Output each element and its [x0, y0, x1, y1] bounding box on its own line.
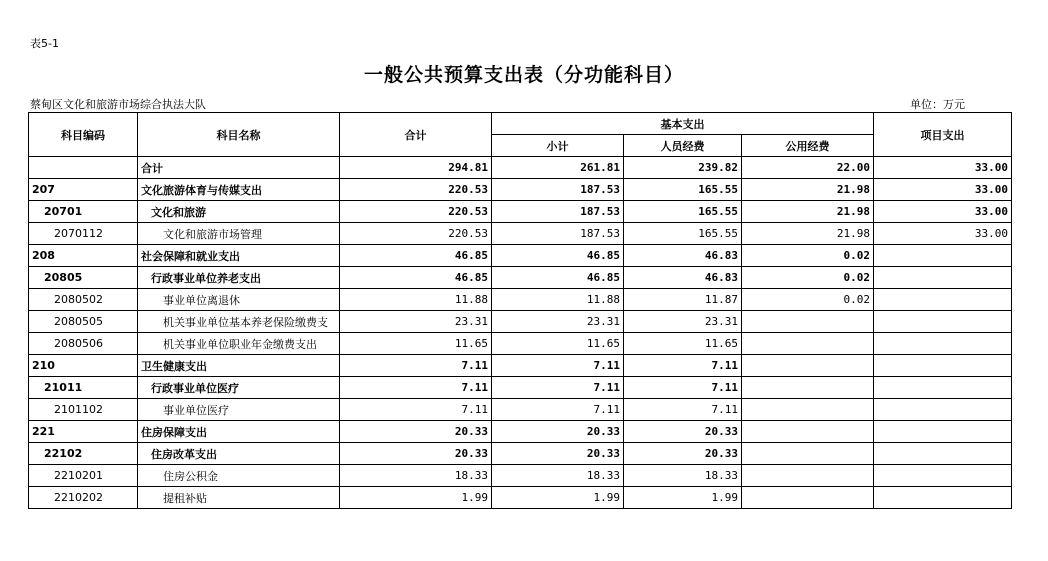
table-row [29, 355, 1012, 377]
subject-code-text: 210 [32, 359, 55, 372]
subject-code [29, 267, 138, 289]
subject-code-text: 2080506 [54, 337, 103, 350]
cell-project [874, 465, 1012, 487]
cell-total: 11.88 [340, 289, 492, 311]
cell-project [874, 289, 1012, 311]
cell-subtotal: 11.65 [492, 333, 624, 355]
subject-name [138, 465, 340, 487]
cell-total: 7.11 [340, 355, 492, 377]
cell-total: 7.11 [340, 377, 492, 399]
cell-project [874, 377, 1012, 399]
cell-total: 23.31 [340, 311, 492, 333]
subject-name-text: 事业单位医疗 [163, 403, 229, 417]
table-row [29, 267, 1012, 289]
table-number-label: 表5-1 [30, 37, 59, 50]
cell-project: 33.00 [874, 179, 1012, 201]
cell-personnel: 165.55 [624, 179, 742, 201]
subject-code-text: 20805 [44, 271, 83, 284]
budget-table [28, 112, 1012, 509]
cell-project [874, 487, 1012, 509]
cell-project [874, 267, 1012, 289]
subject-name [138, 333, 340, 355]
subject-code [29, 465, 138, 487]
organization-name: 蔡甸区文化和旅游市场综合执法大队 [30, 98, 206, 111]
subject-code [29, 399, 138, 421]
cell-project [874, 443, 1012, 465]
subject-name-text: 住房保障支出 [141, 425, 207, 439]
subject-name-text: 事业单位离退休 [163, 293, 240, 307]
cell-personnel: 46.83 [624, 267, 742, 289]
cell-total: 46.85 [340, 245, 492, 267]
subject-name [138, 179, 340, 201]
subject-code-text: 221 [32, 425, 55, 438]
cell-project [874, 355, 1012, 377]
cell-total: 1.99 [340, 487, 492, 509]
cell-personnel: 11.65 [624, 333, 742, 355]
subject-name [138, 245, 340, 267]
header-total: 合计 [340, 113, 492, 157]
subject-name [138, 289, 340, 311]
subject-name-text: 机关事业单位基本养老保险缴费支 [163, 315, 328, 329]
cell-personnel: 20.33 [624, 421, 742, 443]
cell-public [742, 421, 874, 443]
header-project: 项目支出 [874, 113, 1012, 157]
subject-name-text: 行政事业单位养老支出 [151, 271, 261, 285]
cell-subtotal: 46.85 [492, 267, 624, 289]
subject-code [29, 179, 138, 201]
subject-code [29, 245, 138, 267]
subject-name [138, 355, 340, 377]
cell-personnel: 11.87 [624, 289, 742, 311]
cell-project [874, 245, 1012, 267]
subject-code-text: 21011 [44, 381, 83, 394]
header-basic: 基本支出 [492, 113, 874, 135]
cell-project: 33.00 [874, 157, 1012, 179]
subject-code [29, 355, 138, 377]
cell-personnel: 1.99 [624, 487, 742, 509]
subject-name [138, 487, 340, 509]
cell-public: 0.02 [742, 289, 874, 311]
cell-total: 20.33 [340, 421, 492, 443]
subject-name [138, 377, 340, 399]
cell-personnel: 20.33 [624, 443, 742, 465]
subject-code [29, 333, 138, 355]
table-row [29, 421, 1012, 443]
subject-code-text: 20701 [44, 205, 83, 218]
subject-code [29, 443, 138, 465]
subject-name [138, 399, 340, 421]
cell-project [874, 421, 1012, 443]
cell-total: 220.53 [340, 201, 492, 223]
subject-code [29, 487, 138, 509]
unit-label: 单位：万元 [910, 98, 965, 111]
subject-name-text: 住房改革支出 [151, 447, 217, 461]
cell-public: 21.98 [742, 201, 874, 223]
table-row [29, 333, 1012, 355]
subject-code [29, 201, 138, 223]
table-body [29, 157, 1012, 509]
subject-code-text: 2210201 [54, 469, 103, 482]
subject-name [138, 443, 340, 465]
subject-code-text: 2070112 [54, 227, 103, 240]
subject-code [29, 311, 138, 333]
cell-subtotal: 18.33 [492, 465, 624, 487]
cell-subtotal: 7.11 [492, 377, 624, 399]
cell-total: 7.11 [340, 399, 492, 421]
cell-personnel: 18.33 [624, 465, 742, 487]
subject-name [138, 311, 340, 333]
subject-name-text: 文化和旅游 [151, 205, 206, 219]
subject-name-text: 卫生健康支出 [141, 359, 207, 373]
table-row [29, 487, 1012, 509]
subject-name [138, 421, 340, 443]
cell-project [874, 311, 1012, 333]
cell-project: 33.00 [874, 201, 1012, 223]
cell-public [742, 465, 874, 487]
cell-public [742, 399, 874, 421]
cell-personnel: 165.55 [624, 201, 742, 223]
cell-public [742, 333, 874, 355]
table-row [29, 289, 1012, 311]
cell-subtotal: 187.53 [492, 179, 624, 201]
subject-name [138, 267, 340, 289]
cell-subtotal: 20.33 [492, 421, 624, 443]
cell-subtotal: 187.53 [492, 223, 624, 245]
table-row [29, 245, 1012, 267]
cell-total: 294.81 [340, 157, 492, 179]
cell-project: 33.00 [874, 223, 1012, 245]
subject-code-text: 22102 [44, 447, 83, 460]
cell-public [742, 377, 874, 399]
subject-code [29, 377, 138, 399]
table-row [29, 465, 1012, 487]
cell-public: 21.98 [742, 223, 874, 245]
subject-code [29, 421, 138, 443]
subject-name-text: 住房公积金 [163, 469, 218, 483]
cell-personnel: 165.55 [624, 223, 742, 245]
subject-name-text: 行政事业单位医疗 [151, 381, 239, 395]
cell-subtotal: 20.33 [492, 443, 624, 465]
cell-total: 20.33 [340, 443, 492, 465]
cell-total: 220.53 [340, 223, 492, 245]
cell-personnel: 46.83 [624, 245, 742, 267]
header-subtotal: 小计 [492, 135, 624, 157]
table-row [29, 311, 1012, 333]
cell-total: 18.33 [340, 465, 492, 487]
cell-personnel: 239.82 [624, 157, 742, 179]
cell-public: 22.00 [742, 157, 874, 179]
cell-subtotal: 7.11 [492, 399, 624, 421]
subject-code-text: 2210202 [54, 491, 103, 504]
cell-subtotal: 46.85 [492, 245, 624, 267]
subject-name [138, 157, 340, 179]
header-name: 科目名称 [138, 113, 340, 157]
subject-code [29, 289, 138, 311]
subject-code-text: 2080502 [54, 293, 103, 306]
cell-personnel: 23.31 [624, 311, 742, 333]
cell-personnel: 7.11 [624, 377, 742, 399]
subject-code-text: 2080505 [54, 315, 103, 328]
cell-subtotal: 1.99 [492, 487, 624, 509]
cell-project [874, 399, 1012, 421]
subject-code [29, 157, 138, 179]
table-row [29, 399, 1012, 421]
header-code: 科目编码 [29, 113, 138, 157]
cell-public [742, 443, 874, 465]
page-title: 一般公共预算支出表（分功能科目） [363, 64, 684, 86]
cell-total: 11.65 [340, 333, 492, 355]
table-row [29, 443, 1012, 465]
cell-public: 0.02 [742, 245, 874, 267]
header-personnel: 人员经费 [624, 135, 742, 157]
cell-project [874, 333, 1012, 355]
subject-code-text: 2101102 [54, 403, 103, 416]
table-row [29, 179, 1012, 201]
cell-subtotal: 7.11 [492, 355, 624, 377]
subject-name-text: 文化和旅游市场管理 [163, 227, 262, 241]
subject-name-text: 社会保障和就业支出 [141, 249, 240, 263]
subject-name-text: 合计 [141, 161, 163, 175]
cell-public [742, 311, 874, 333]
cell-public [742, 487, 874, 509]
table-header [29, 113, 1012, 157]
table-row [29, 377, 1012, 399]
cell-subtotal: 23.31 [492, 311, 624, 333]
cell-personnel: 7.11 [624, 399, 742, 421]
cell-total: 46.85 [340, 267, 492, 289]
cell-subtotal: 261.81 [492, 157, 624, 179]
table-row [29, 201, 1012, 223]
cell-personnel: 7.11 [624, 355, 742, 377]
cell-public [742, 355, 874, 377]
cell-total: 220.53 [340, 179, 492, 201]
subject-name-text: 文化旅游体育与传媒支出 [141, 183, 262, 197]
cell-subtotal: 187.53 [492, 201, 624, 223]
subject-name [138, 201, 340, 223]
table-row [29, 157, 1012, 179]
subject-code [29, 223, 138, 245]
table-row [29, 223, 1012, 245]
subject-name-text: 提租补贴 [163, 491, 207, 505]
subject-code-text: 207 [32, 183, 55, 196]
cell-public: 0.02 [742, 267, 874, 289]
header-public: 公用经费 [742, 135, 874, 157]
subject-code-text: 208 [32, 249, 55, 262]
subject-name [138, 223, 340, 245]
cell-public: 21.98 [742, 179, 874, 201]
subject-name-text: 机关事业单位职业年金缴费支出 [163, 337, 317, 351]
cell-subtotal: 11.88 [492, 289, 624, 311]
